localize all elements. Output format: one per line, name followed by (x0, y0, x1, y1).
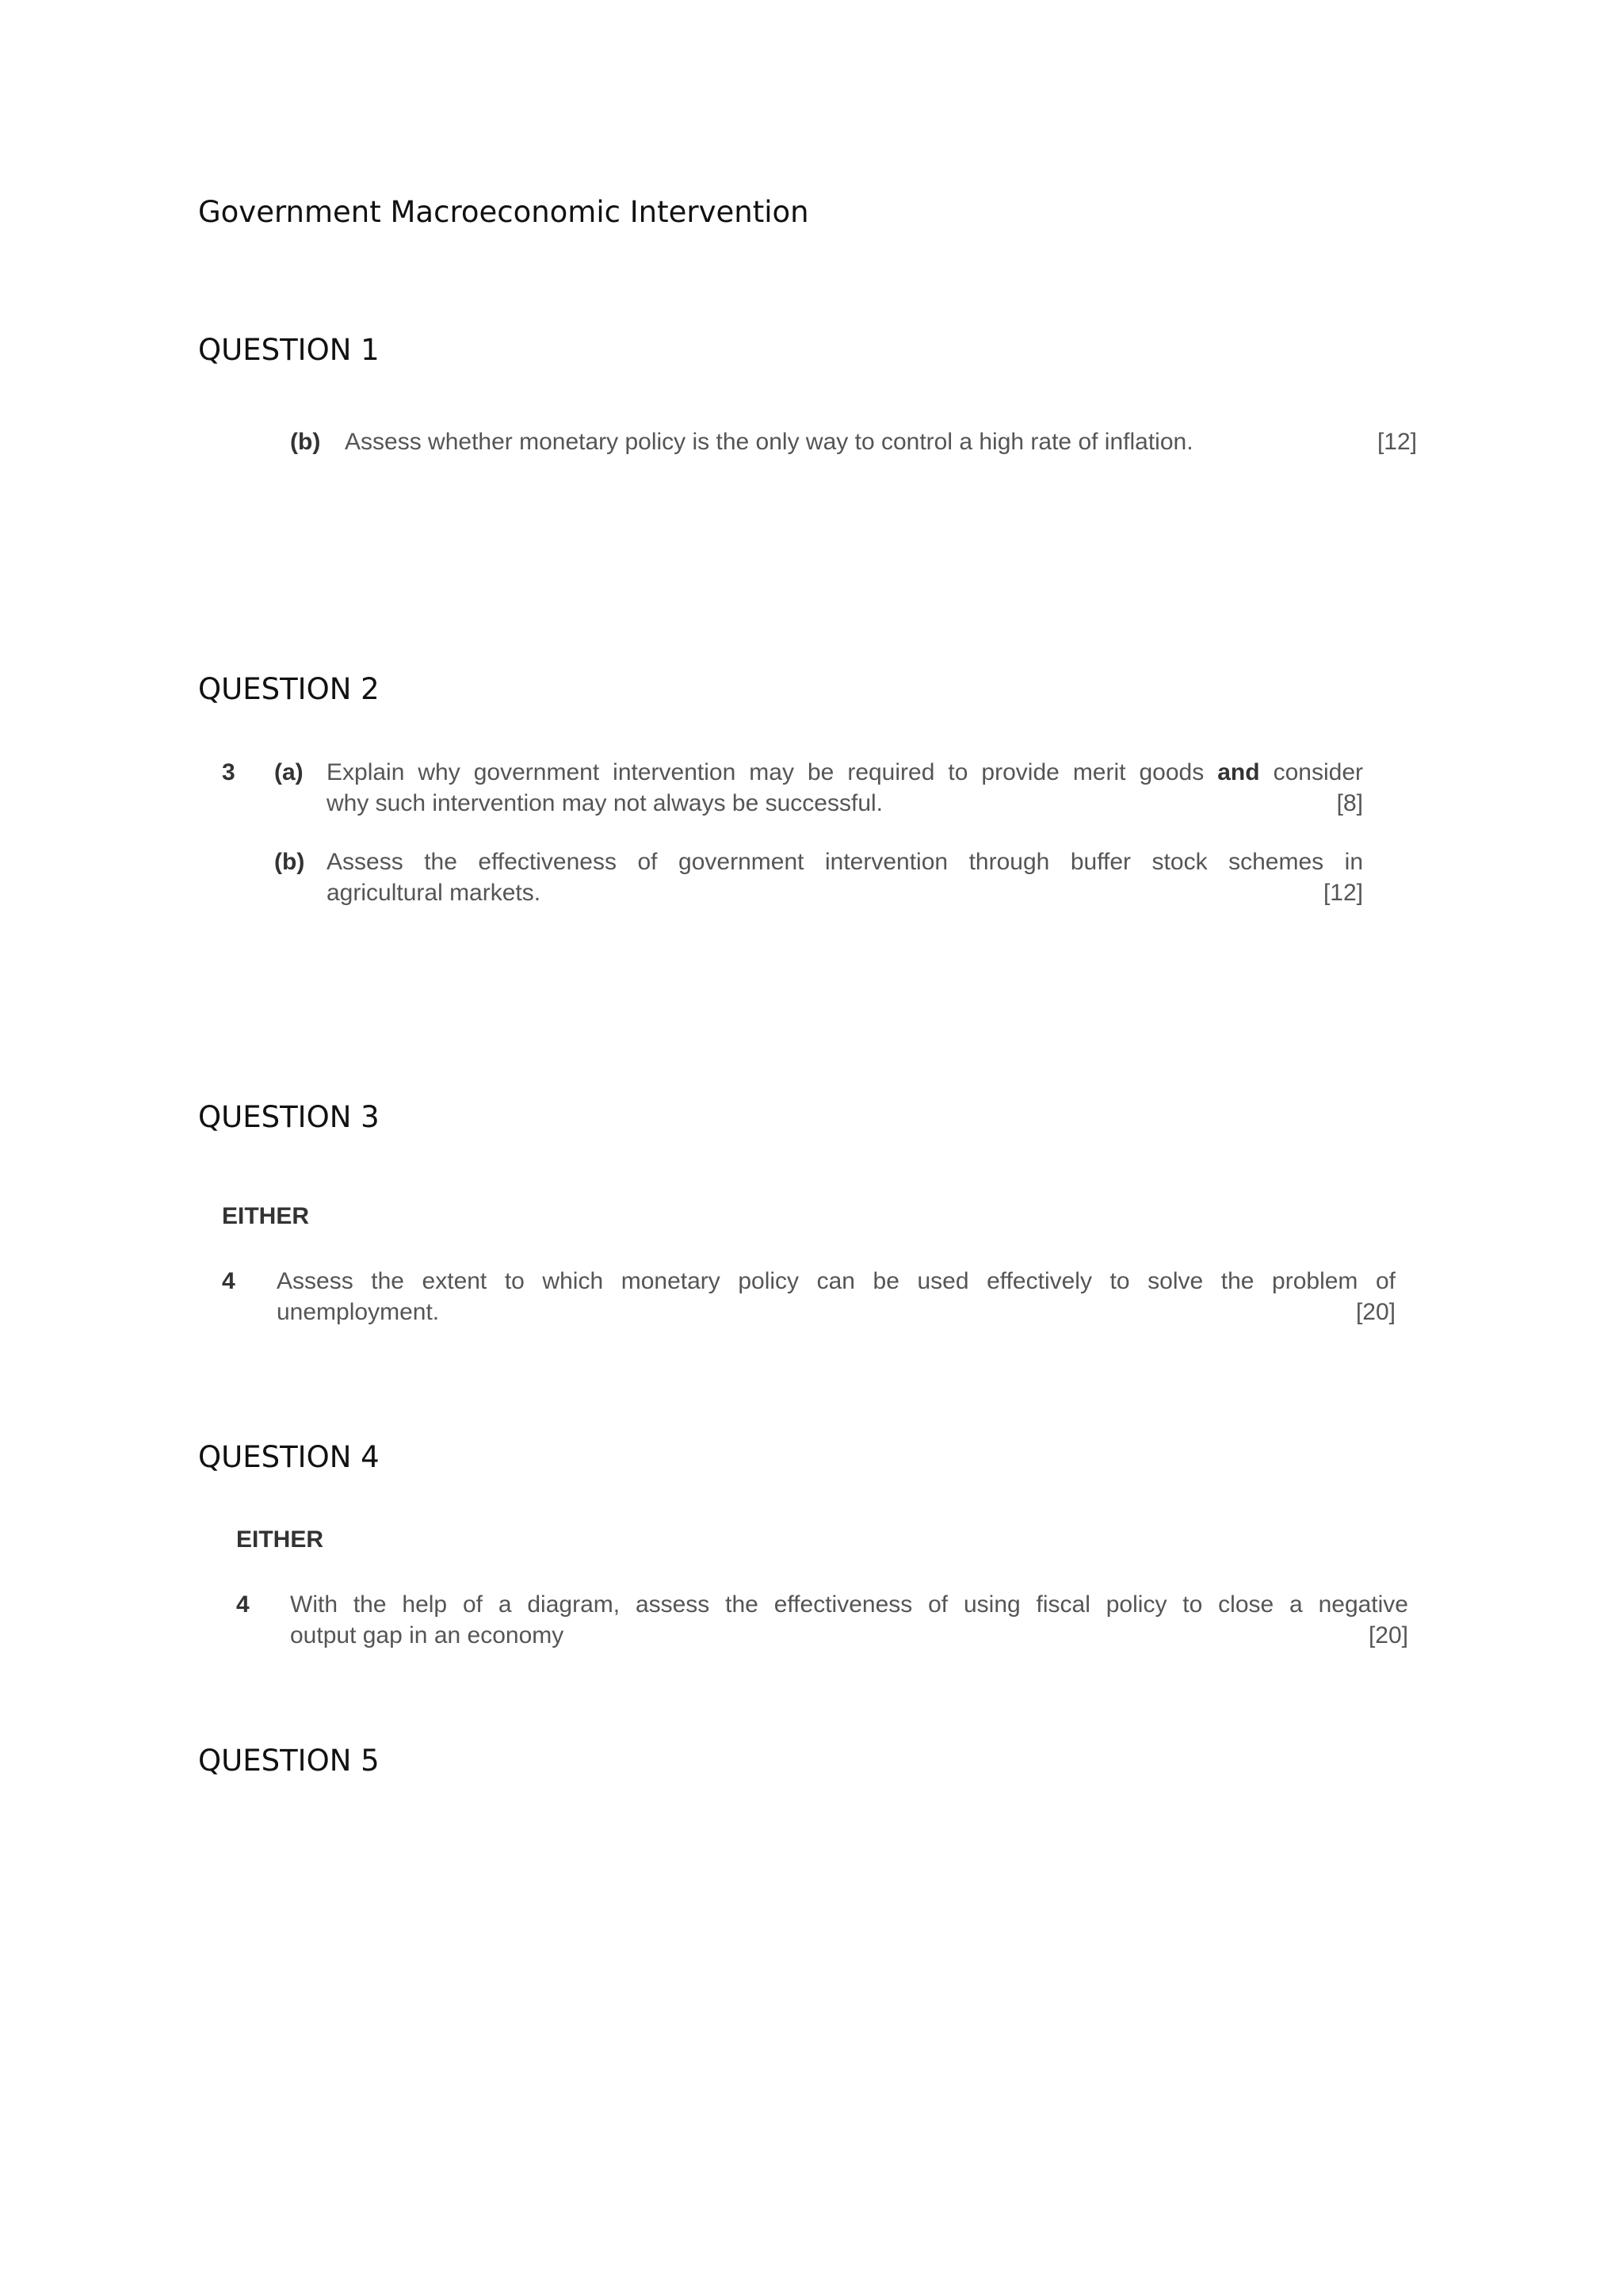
document-title: Government Macroeconomic Intervention (198, 195, 809, 229)
part-label: (b) (274, 849, 305, 875)
question-4-heading: QUESTION 4 (198, 1440, 380, 1474)
question-text-line-1: With the help of a diagram, assess the effectiveness of using fiscal policy to close a negative (290, 1591, 1408, 1618)
question-number: 3 (222, 759, 235, 785)
question-text-line-2: agricultural markets. (327, 880, 541, 906)
question-text-line-1: Explain why government intervention may be required to provide merit goods and consider (327, 759, 1364, 785)
either-label: EITHER (236, 1526, 324, 1553)
question-text-line-1: Assess the effectiveness of government intervention through buffer stock schemes in (327, 849, 1363, 875)
question-2-heading: QUESTION 2 (198, 672, 380, 706)
part-label: (a) (274, 759, 304, 785)
question-5-heading: QUESTION 5 (198, 1744, 380, 1778)
marks: [20] (1368, 1622, 1408, 1648)
either-label: EITHER (222, 1203, 310, 1229)
question-number: 4 (222, 1268, 235, 1294)
question-text-line-2: unemployment. (277, 1299, 440, 1325)
marks: [12] (1377, 429, 1417, 455)
question-3-heading: QUESTION 3 (198, 1100, 380, 1134)
part-label: (b) (290, 429, 321, 455)
marks: [20] (1355, 1299, 1396, 1325)
question-text-line-2: output gap in an economy (290, 1622, 564, 1648)
question-text: Assess whether monetary policy is the only way to control a high rate of inflation. (345, 429, 1193, 455)
question-number: 4 (236, 1591, 250, 1618)
question-text-line-1: Assess the extent to which monetary policy can be used effectively to solve the problem of (277, 1268, 1396, 1294)
marks: [8] (1336, 790, 1363, 816)
marks: [12] (1323, 880, 1363, 906)
question-1-heading: QUESTION 1 (198, 333, 380, 367)
question-text-line-2: why such intervention may not always be successful. (327, 790, 883, 816)
